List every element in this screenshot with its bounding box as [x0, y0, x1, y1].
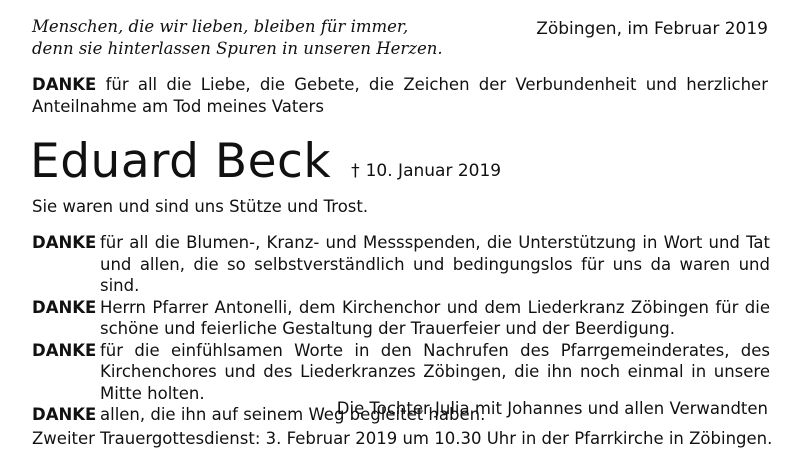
memorial-service-info: Zweiter Trauergottesdienst: 3. Februar 2019 um 10.30 Uhr in der Pfarrkirche in Zöbingen.: [32, 429, 773, 448]
thanks-list: [32, 232, 770, 426]
place-date: Zöbingen, im Februar 2019: [536, 19, 768, 39]
intro-paragraph: [32, 74, 768, 118]
thanks-danke: DANKE: [32, 340, 97, 360]
death-info: [351, 160, 501, 182]
thanks-item: [32, 232, 770, 297]
support-line: Sie waren und sind uns Stütze und Trost.: [32, 197, 369, 216]
motto-quote: [32, 16, 443, 60]
cross-icon: †: [351, 161, 360, 181]
deceased-name: Eduard Beck: [30, 134, 332, 189]
thanks-danke: DANKE: [32, 233, 97, 252]
death-date: 10. Januar 2019: [365, 161, 502, 181]
motto-line-1: Menschen, die wir lieben, bleiben für immer,: [32, 17, 409, 36]
thanks-danke: DANKE: [32, 405, 97, 424]
deceased-heading: [30, 132, 501, 188]
thanks-danke: DANKE: [32, 297, 97, 317]
intro-danke: DANKE: [32, 75, 97, 94]
thanks-item: [32, 297, 770, 340]
thanks-text: für all die Blumen-, Kranz- und Messspenden, die Unterstützung in Wort und Tat und allen, die so selbstverständlich und bedingungslos für uns da waren und sind.: [100, 233, 770, 295]
thanks-item: [32, 340, 770, 405]
motto-line-2: denn sie hinterlassen Spuren in unseren Herzen.: [32, 39, 443, 58]
thanks-text: Herrn Pfarrer Antonelli, dem Kirchenchor und dem Liederkranz Zöbingen für die schöne und feierliche Gestaltung der Trauerfeier und der Beerdigung.: [100, 297, 770, 338]
family-signature: Die Tochter Julia mit Johannes und allen Verwandten: [336, 399, 768, 418]
thanks-text: für die einfühlsamen Worte in den Nachrufen des Pfarrgemeinderates, des Kirchenchores und des Liederkranzes Zöbingen, die ihn noch einmal in unsere Mitte holten.: [100, 340, 770, 403]
intro-text: für all die Liebe, die Gebete, die Zeichen der Verbundenheit und herzlicher Anteilnahme am Tod meines Vaters: [32, 75, 768, 116]
thanks-text: allen, die ihn auf seinem Weg begleitet haben.: [100, 405, 486, 424]
